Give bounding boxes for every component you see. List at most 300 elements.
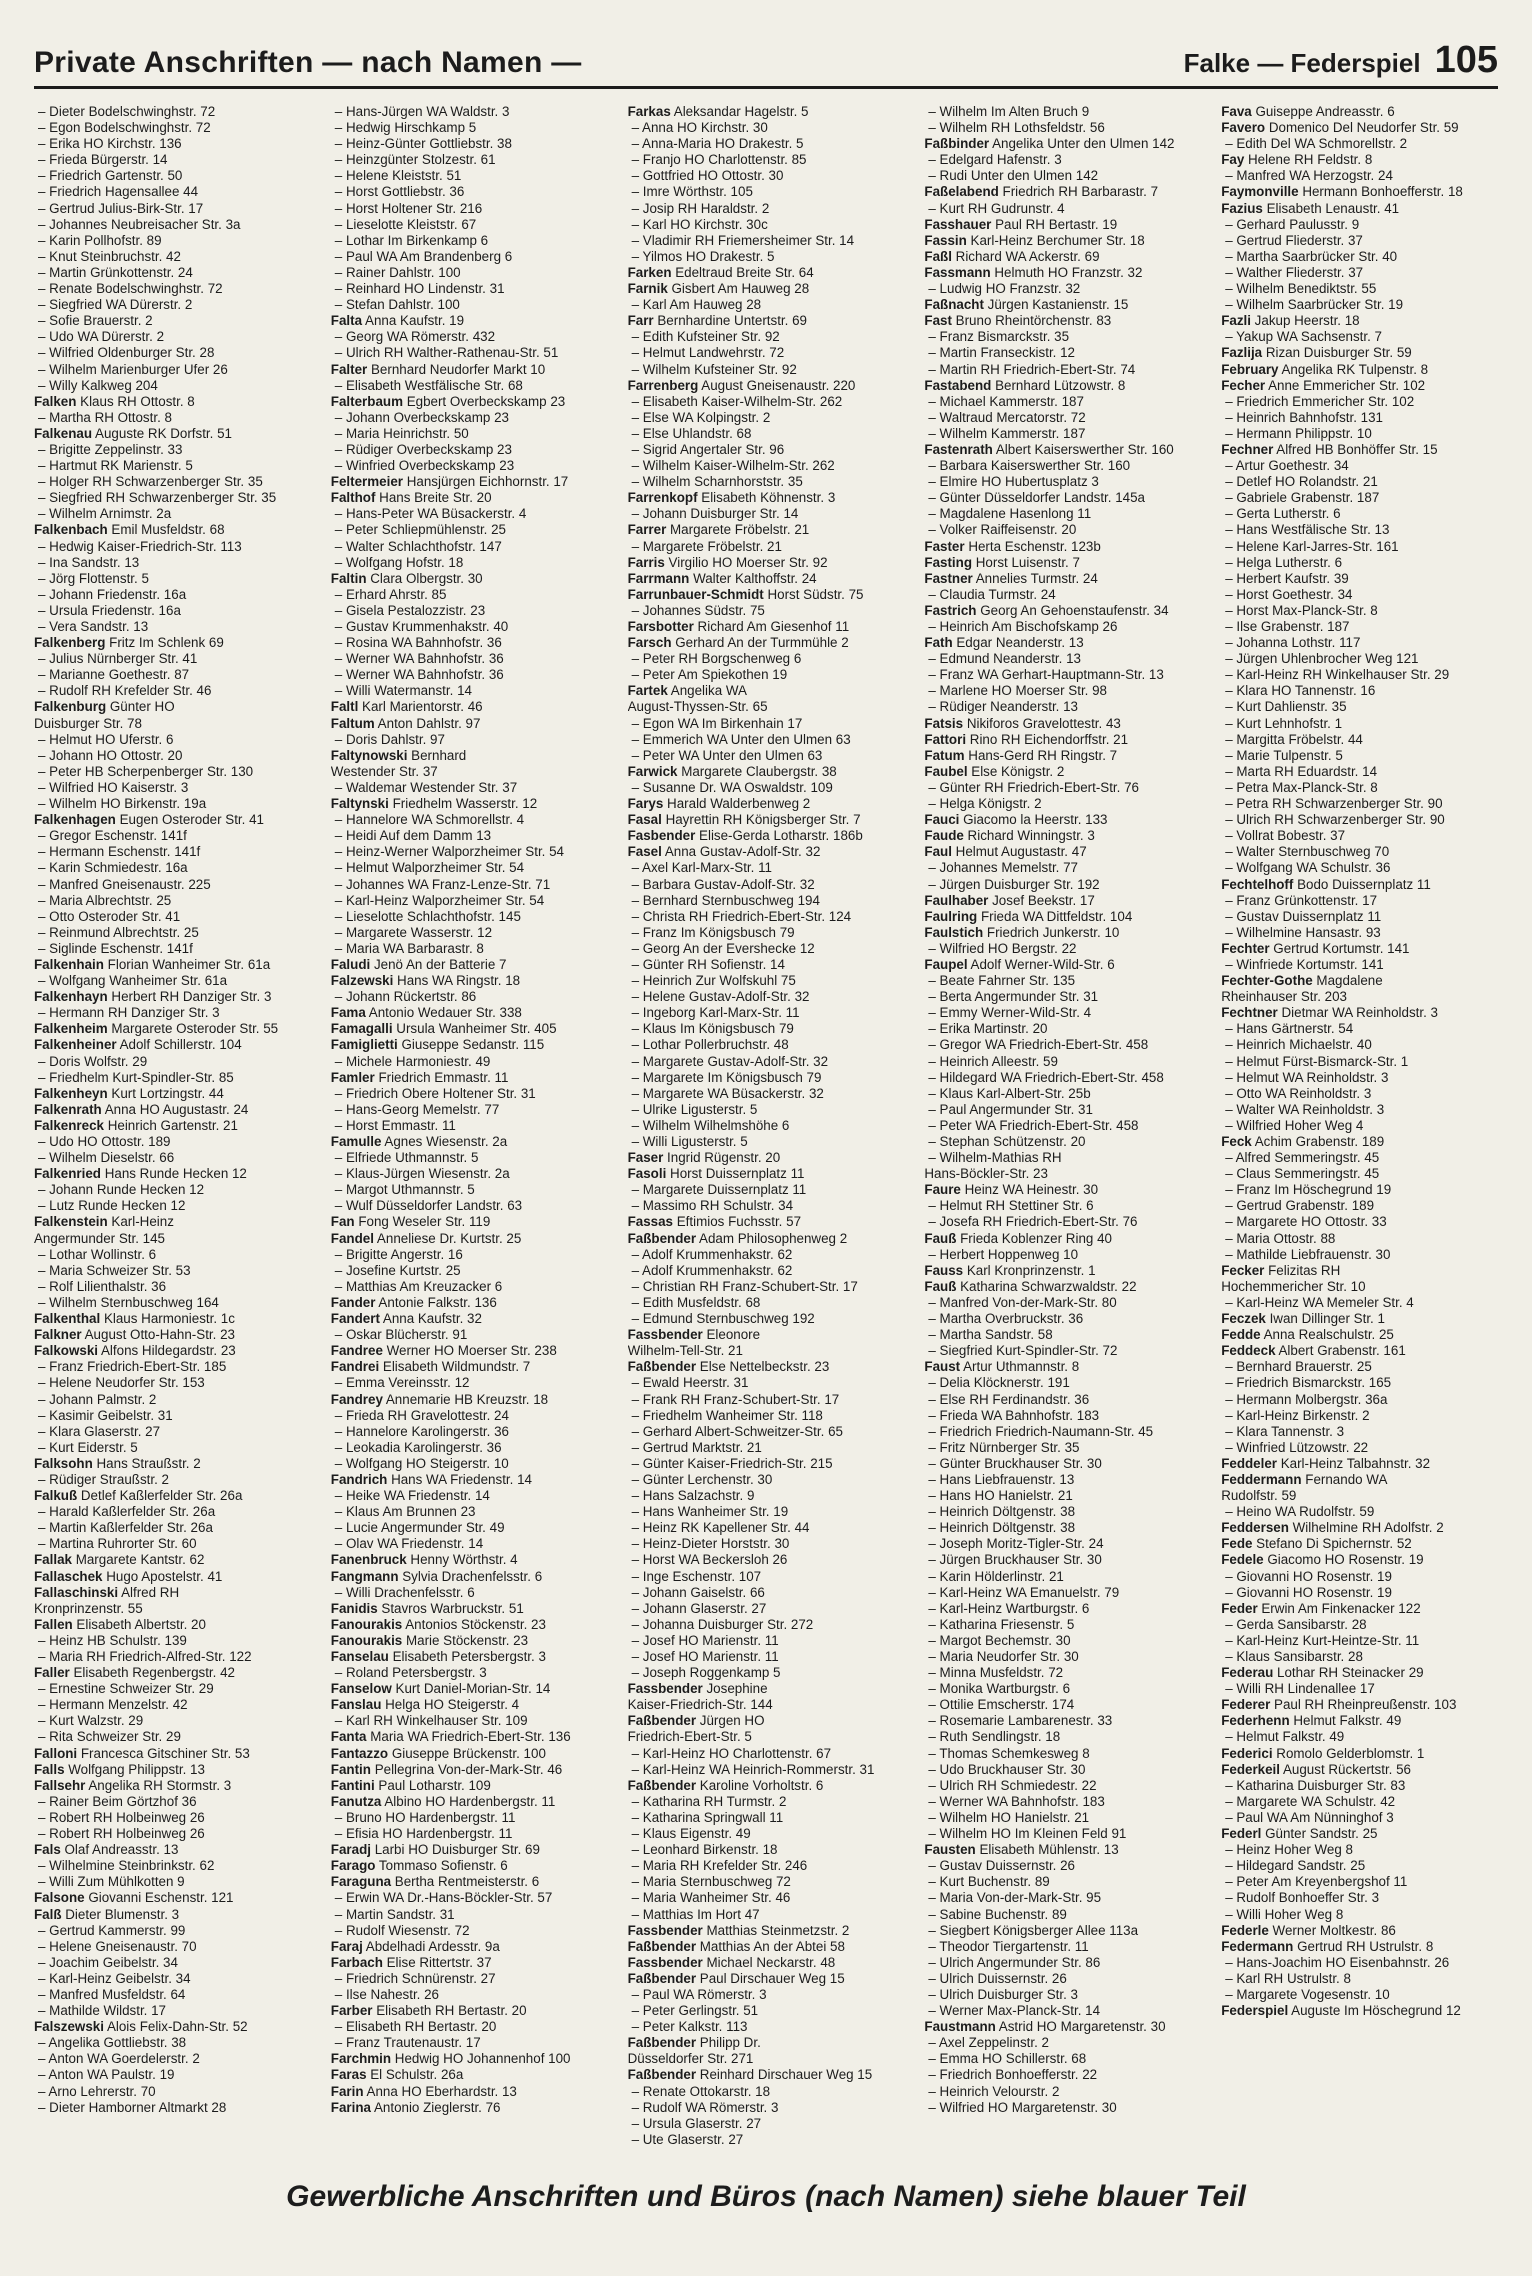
directory-entry: – Maria Wanheimer Str. 46 (631, 1890, 791, 1906)
directory-entry: – Else Uhlandstr. 68 (631, 425, 752, 441)
directory-entry: – Katharina Friesenstr. 5 (928, 1616, 1075, 1632)
directory-entry: Fasoli Horst Duissernplatz 11 (627, 1166, 805, 1182)
surname: Feddersen (1221, 1520, 1289, 1536)
directory-entry: Famagalli Ursula Wanheimer Str. 405 (330, 1021, 557, 1037)
directory-column-2 (331, 104, 608, 2160)
directory-entry: – Friedrich Bismarckstr. 165 (1225, 1375, 1392, 1391)
directory-entry: – Wolfgang WA Schulstr. 36 (1225, 860, 1391, 876)
directory-entry: – Stefan Dahlstr. 100 (334, 297, 460, 313)
surname: Fanselow (330, 1681, 392, 1697)
directory-entry: – Axel Karl-Marx-Str. 11 (631, 860, 772, 876)
directory-entry: – Peter WA Friedrich-Ebert-Str. 458 (928, 1117, 1139, 1133)
directory-entry: – Winfried Lützowstr. 22 (1225, 1439, 1369, 1455)
directory-entry: – Edith Musfeldstr. 68 (631, 1294, 761, 1310)
directory-entry: Fasal Hayrettin RH Königsberger Str. 7 (627, 812, 861, 828)
directory-entry: Fay Helene RH Feldstr. 8 (1221, 152, 1373, 168)
surname: Falkenberg (34, 635, 106, 651)
directory-entry: – Renate Bodelschwinghstr. 72 (38, 281, 223, 297)
directory-entry: Farrenberg August Gneisenaustr. 220 (627, 377, 856, 393)
directory-entry: – Franz Im Königsbusch 79 (631, 924, 795, 940)
directory-entry: – Johanna Duisburger Str. 272 (631, 1616, 814, 1632)
directory-entry: – Roland Petersbergstr. 3 (334, 1665, 487, 1681)
directory-entry: Fattori Rino RH Eichendorffstr. 21 (924, 731, 1129, 747)
directory-entry: – Elisabeth RH Bertastr. 20 (334, 2019, 497, 2035)
surname: Famiglietti (330, 1037, 398, 1053)
surname: Faymonville (1221, 184, 1299, 200)
surname: Farrer (627, 522, 667, 538)
directory-entry: Fausten Elisabeth Mühlenstr. 13 (924, 1842, 1119, 1858)
directory-entry: Faludi Jenö An der Batterie 7 (330, 956, 507, 972)
directory-entry: – Friedrich Emmericher Str. 102 (1225, 393, 1415, 409)
directory-entry: – Jürgen Bruckhauser Str. 30 (928, 1552, 1102, 1568)
directory-entry: – Karl-Heinz Wartburgstr. 6 (928, 1600, 1090, 1616)
directory-entry: Federer Paul RH Rheinpreußenstr. 103 (1221, 1697, 1457, 1713)
directory-entry: – Johanna Lothstr. 117 (1225, 635, 1361, 651)
surname: Fay (1221, 152, 1245, 168)
directory-entry: – Michele Harmoniestr. 49 (334, 1053, 491, 1069)
directory-entry: Fedele Giacomo HO Rosenstr. 19 (1221, 1552, 1424, 1568)
directory-entry: – Lucie Angermunder Str. 49 (334, 1520, 505, 1536)
directory-entry: – Massimo RH Schulstr. 34 (631, 1198, 794, 1214)
directory-entry: – Klara Tannenstr. 3 (1225, 1423, 1345, 1439)
directory-entry: – Udo HO Ottostr. 189 (38, 1134, 171, 1149)
directory-entry: – Edith Kufsteiner Str. 92 (631, 329, 780, 345)
surname: Federspiel (1221, 2003, 1289, 2019)
directory-entry: – Anton WA Paulstr. 19 (38, 2067, 175, 2083)
surname: Falthof (330, 490, 376, 506)
directory-entry: Fassbender Eleonore (627, 1327, 761, 1343)
directory-entry: – Herbert Hoppenweg 10 (928, 1246, 1079, 1262)
directory-entry: Falkenberg Fritz Im Schlenk 69 (34, 635, 224, 651)
surname: Farago (330, 1858, 376, 1874)
directory-entry: Farwick Margarete Claubergstr. 38 (627, 763, 837, 779)
directory-entry: – Heinz HB Schulstr. 139 (38, 1632, 187, 1648)
directory-entry: – Karin Hölderlinstr. 21 (928, 1568, 1064, 1584)
directory-entry: – Yilmos HO Drakestr. 5 (631, 248, 775, 264)
directory-entry: Feddeler Karl-Heinz Talbahnstr. 32 (1221, 1455, 1431, 1471)
directory-entry: – Peter Kalkstr. 113 (631, 2019, 748, 2035)
directory-entry: – Werner Max-Planck-Str. 14 (928, 2003, 1101, 2019)
surname: Faure (924, 1182, 961, 1198)
surname: Faltynowski (330, 747, 408, 763)
directory-entry: Faßbender Reinhard Dirschauer Weg 15 (627, 2067, 873, 2083)
directory-entry: – Günter RH Friedrich-Ebert-Str. 76 (928, 779, 1139, 795)
directory-entry: – Georg WA Römerstr. 432 (334, 329, 496, 345)
directory-entry: Fassbender Matthias Steinmetzstr. 2 (627, 1922, 850, 1938)
directory-entry: Falta Anna Kaufstr. 19 (330, 313, 465, 329)
surname: Fantazzo (330, 1745, 389, 1761)
directory-entry: – Wilhelm Kaiser-Wilhelm-Str. 262 (631, 458, 835, 474)
surname: Falta (330, 313, 363, 329)
surname: Falkenheyn (34, 1085, 108, 1101)
surname: Fan (330, 1214, 355, 1230)
directory-entry: Falkner August Otto-Hahn-Str. 23 (34, 1327, 235, 1343)
directory-entry: – Axel Zeppelinstr. 2 (928, 2035, 1049, 2051)
directory-entry: Fanutza Albino HO Hardenbergstr. 11 (330, 1793, 556, 1809)
directory-entry: – Gerta Lutherstr. 6 (1225, 506, 1341, 522)
directory-entry: – Brigitte Zeppelinstr. 33 (38, 441, 183, 457)
directory-entry: Falkuß Detlef Kaßlerfelder Str. 26a (34, 1488, 243, 1504)
directory-entry: – Bernhard Sternbuschweg 194 (631, 892, 820, 908)
directory-entry: – Hans Salzachstr. 9 (631, 1488, 755, 1504)
directory-entry: – Maria RH Krefelder Str. 246 (631, 1858, 808, 1874)
directory-entry: – Ludwig HO Franzstr. 32 (928, 281, 1081, 297)
directory-entry: – Manfred Gneisenaustr. 225 (38, 876, 211, 892)
directory-entry: Farrmann Walter Kalthoffstr. 24 (627, 570, 817, 586)
directory-entry: – Frieda Bürgerstr. 14 (38, 152, 168, 168)
surname: Faradj (330, 1842, 371, 1858)
directory-entry: – Rudolf WA Römerstr. 3 (631, 2099, 779, 2115)
surname: Falkenau (34, 425, 93, 441)
directory-entry: Westender Str. 37 (330, 763, 438, 779)
directory-entry: Faltynski Friedhelm Wasserstr. 12 (330, 796, 538, 812)
directory-entry: – Emmy Werner-Wild-Str. 4 (928, 1005, 1092, 1021)
directory-column-3 (628, 104, 905, 2160)
surname: Fallaschinski (34, 1584, 119, 1600)
surname: Fandert (330, 1311, 380, 1327)
surname: Faßbender (627, 1777, 697, 1793)
directory-entry: Faul Helmut Augustastr. 47 (924, 844, 1087, 860)
directory-entry: – Gustav Duissernplatz 11 (1225, 908, 1382, 924)
directory-entry: – Heinrich Zur Wolfskuhl 75 (631, 973, 796, 989)
directory-entry: – Kurt Eiderstr. 5 (38, 1439, 138, 1455)
directory-entry: – Peter WA Unter den Ulmen 63 (631, 747, 823, 763)
directory-entry: – Brigitte Angerstr. 16 (334, 1246, 463, 1262)
directory-entry: Fama Antonio Wedauer Str. 338 (330, 1005, 522, 1021)
directory-entry: Farys Harald Walderbenweg 2 (627, 796, 811, 812)
directory-entry: – Johann Overbeckskamp 23 (334, 409, 509, 425)
directory-entry: – Jürgen Duisburger Str. 192 (928, 876, 1100, 892)
directory-entry: – Kurt RH Gudrunstr. 4 (928, 200, 1065, 216)
directory-entry: – Walter Schlachthofstr. 147 (334, 538, 502, 554)
directory-entry: Faubel Else Königstr. 2 (924, 763, 1065, 779)
directory-entry: – Gerhard Albert-Schweitzer-Str. 65 (631, 1423, 843, 1439)
directory-entry: – Gustav Krummenhakstr. 40 (334, 619, 509, 634)
directory-entry: – Franz Bismarckstr. 35 (928, 329, 1070, 345)
directory-entry: – Walter Sternbuschweg 70 (1225, 844, 1390, 860)
directory-entry: – Willi RH Lindenallee 17 (1225, 1681, 1375, 1697)
directory-entry: – Heinz Hoher Weg 8 (1225, 1842, 1353, 1858)
directory-entry: – Hannelore Karolingerstr. 36 (334, 1423, 509, 1439)
directory-entry: – Friedrich Bonhoefferstr. 22 (928, 2067, 1098, 2083)
directory-entry: – Rita Schweizer Str. 29 (38, 1729, 181, 1745)
directory-entry: Düsseldorfer Str. 271 (627, 2051, 754, 2067)
directory-entry: – Margarete HO Ottostr. 33 (1225, 1214, 1387, 1230)
directory-entry: – Emma Vereinsstr. 12 (334, 1375, 470, 1391)
directory-entry: – Wilhelm Dieselstr. 66 (38, 1150, 175, 1166)
directory-entry: Farsch Gerhard An der Turmmühle 2 (627, 635, 849, 651)
directory-entry: Fanselau Elisabeth Petersbergstr. 3 (330, 1649, 546, 1664)
directory-entry: Faude Richard Winningstr. 3 (924, 828, 1095, 844)
directory-entry: – Jürgen Uhlenbrocher Weg 121 (1225, 651, 1419, 667)
directory-entry: – Hartmut RK Marienstr. 5 (38, 458, 193, 474)
directory-entry: Federl Günter Sandstr. 25 (1221, 1826, 1378, 1842)
directory-entry: Fechner Alfred HB Bonhöffer Str. 15 (1221, 441, 1438, 457)
surname: Faßbender (627, 1230, 697, 1246)
directory-entry: – Mathilde Wildstr. 17 (38, 2003, 167, 2019)
directory-entry: – Christian RH Franz-Schubert-Str. 17 (631, 1278, 858, 1294)
directory-entry: – Ulrich RH Schwarzenberger Str. 90 (1225, 812, 1445, 828)
directory-entry: – Vera Sandstr. 13 (38, 619, 149, 634)
directory-entry: – Friedrich Hagensallee 44 (38, 184, 199, 200)
directory-entry: Falkenreck Heinrich Gartenstr. 21 (34, 1117, 238, 1133)
surname: Feder (1221, 1600, 1258, 1616)
directory-entry: Fasting Horst Luisenstr. 7 (924, 554, 1080, 570)
directory-entry: – Ute Glaserstr. 27 (631, 2131, 744, 2147)
directory-entry: – Willi Zum Mühlkotten 9 (38, 1874, 185, 1890)
directory-entry: Federkeil August Rückertstr. 56 (1221, 1761, 1411, 1777)
directory-entry: – Werner WA Bahnhofstr. 183 (928, 1793, 1105, 1809)
surname: Fastabend (924, 377, 992, 393)
surname: Federkeil (1221, 1761, 1280, 1777)
directory-entry: – Vladimir RH Friemersheimer Str. 14 (631, 232, 855, 248)
directory-entry: – Martin Kaßlerfelder Str. 26a (38, 1520, 213, 1536)
directory-entry: Faure Heinz WA Heinestr. 30 (924, 1182, 1099, 1198)
directory-entry: – Johann Duisburger Str. 14 (631, 506, 799, 522)
directory-entry: – Martin Franseckistr. 12 (928, 345, 1075, 361)
surname: Fanslau (330, 1697, 382, 1713)
surname: Fander (330, 1294, 376, 1310)
directory-entry: – Kasimir Geibelstr. 31 (38, 1407, 173, 1423)
directory-entry: Falkowski Alfons Hildegardstr. 23 (34, 1343, 236, 1359)
directory-entry: – Sofie Brauerstr. 2 (38, 313, 153, 329)
directory-entry: – Kurt Walzstr. 29 (38, 1713, 144, 1729)
directory-entry: – Horst Goethestr. 34 (1225, 586, 1353, 602)
directory-entry: – Ulrike Ligusterstr. 5 (631, 1101, 758, 1117)
directory-entry: – Johann Rückertstr. 86 (334, 989, 477, 1005)
directory-entry: – Helmut RH Stettiner Str. 6 (928, 1198, 1094, 1214)
surname: Farrunbauer-Schmidt (627, 586, 764, 602)
directory-entry: Fanidis Stavros Warbruckstr. 51 (330, 1600, 524, 1616)
directory-entry: – Heike WA Friedenstr. 14 (334, 1488, 490, 1504)
directory-entry: – Franz WA Gerhart-Hauptmann-Str. 13 (928, 667, 1164, 683)
directory-entry: Fastner Annelies Turmstr. 24 (924, 570, 1098, 586)
directory-entry: – Helmut Landwehrstr. 72 (631, 345, 785, 361)
directory-entry: Fallak Margarete Kantstr. 62 (34, 1552, 205, 1568)
directory-entry: – Günter Düsseldorfer Landstr. 145a (928, 490, 1146, 506)
directory-entry: – Kurt Dahlienstr. 35 (1225, 699, 1347, 715)
directory-entry: Faulring Frieda WA Dittfeldstr. 104 (924, 908, 1133, 924)
surname: Fandel (330, 1230, 374, 1246)
directory-entry: – Maria WA Barbarastr. 8 (334, 940, 484, 956)
surname: Faraj (330, 1938, 363, 1954)
directory-entry: Fauci Giacomo la Heerstr. 133 (924, 812, 1108, 828)
directory-entry: – Friedrich Gartenstr. 50 (38, 168, 183, 184)
directory-entry: Fechter Gertrud Kortumstr. 141 (1221, 940, 1410, 956)
directory-entry: – Susanne Dr. WA Oswaldstr. 109 (631, 779, 833, 795)
directory-entry: – Georg An der Eversheckе 12 (631, 940, 815, 956)
directory-entry: – Edith Del WA Schmorellstr. 2 (1225, 136, 1408, 152)
directory-entry: – Siglinde Eschenstr. 141f (38, 940, 193, 956)
directory-entry: – Friedrich Schnürenstr. 27 (334, 1970, 496, 1986)
directory-entry: – Karl-Heinz WA Heinrich-Rommerstr. 31 (631, 1761, 875, 1777)
directory-entry: Federmann Gertrud RH Ustrulstr. 8 (1221, 1938, 1434, 1954)
directory-entry: – Anna HO Kirchstr. 30 (631, 120, 768, 136)
directory-entry: – Heinrich Döltgenstr. 38 (928, 1520, 1076, 1536)
directory-entry: Faßbender Philipp Dr. (627, 2035, 761, 2051)
surname: Fazius (1221, 200, 1263, 216)
directory-entry: Famiglietti Giuseppe Sedanstr. 115 (330, 1037, 545, 1053)
directory-entry: – Magdalene Hasenlong 11 (928, 506, 1092, 522)
directory-entry: February Angelika RK Tulpenstr. 8 (1221, 361, 1429, 377)
directory-entry: – Margot Bechemstr. 30 (928, 1632, 1071, 1648)
directory-entry: – Siegfried Kurt-Spindler-Str. 72 (928, 1343, 1118, 1359)
directory-entry: Falkenrath Anna HO Augustastr. 24 (34, 1101, 249, 1117)
directory-entry: Federhenn Helmut Falkstr. 49 (1221, 1713, 1402, 1729)
directory-entry: Farchmin Hedwig HO Johannenhof 100 (330, 2051, 571, 2067)
directory-entry: – Edmund Sternbuschweg 192 (631, 1311, 815, 1327)
directory-entry: – Lothar Wollinstr. 6 (38, 1246, 157, 1262)
directory-entry: – Dieter Hamborner Altmarkt 28 (38, 2099, 227, 2115)
directory-entry: – Ulrich Angermunder Str. 86 (928, 1954, 1101, 1970)
surname: Fantini (330, 1777, 375, 1793)
directory-entry: – Josefa RH Friedrich-Ebert-Str. 76 (928, 1214, 1138, 1230)
directory-entry: Faser Ingrid Rügenstr. 20 (627, 1150, 781, 1166)
directory-entry: – Ewald Heerstr. 31 (631, 1375, 749, 1391)
directory-entry: – Waltraud Mercatorstr. 72 (928, 409, 1086, 425)
directory-entry: – Karl-Heinz RH Winkelhauser Str. 29 (1225, 667, 1450, 683)
directory-entry: Fechter-Gothe Magdalene (1221, 973, 1383, 989)
surname: Falls (34, 1761, 65, 1777)
directory-entry: – Gerhard Paulusstr. 9 (1225, 216, 1360, 232)
directory-entry: – Hans-Georg Memelstr. 77 (334, 1101, 500, 1117)
directory-column-1 (34, 104, 311, 2160)
directory-entry: Faltum Anton Dahlstr. 97 (330, 715, 481, 731)
surname: Fasoli (627, 1166, 667, 1182)
directory-entry: – Walter WA Reinholdstr. 3 (1225, 1101, 1385, 1117)
surname: Fauss (924, 1262, 964, 1278)
directory-entry: – Johann Runde Hecken 12 (38, 1182, 205, 1198)
directory-entry: Fals Olaf Andreasstr. 13 (34, 1842, 179, 1858)
directory-entry: – Sabine Buchenstr. 89 (928, 1906, 1067, 1922)
surname: Federer (1221, 1697, 1271, 1713)
surname: Federhenn (1221, 1713, 1290, 1729)
directory-entry: – Martha Sandstr. 58 (928, 1327, 1053, 1343)
directory-entry: – Inge Eschenstr. 107 (631, 1568, 762, 1584)
directory-entry: – Karl-Heinz WA Memeler Str. 4 (1225, 1294, 1414, 1310)
directory-entry: – Alfred Semmeringstr. 45 (1225, 1150, 1380, 1166)
directory-entry: – Gertrud Grabenstr. 189 (1225, 1198, 1375, 1214)
directory-entry: – Gustav Duissernstr. 26 (928, 1858, 1076, 1874)
surname: Fecher (1221, 377, 1266, 393)
directory-entry: Fast Bruno Rheintörchenstr. 83 (924, 313, 1112, 329)
directory-entry: – Manfred Von-der-Mark-Str. 80 (928, 1294, 1117, 1310)
directory-entry: Faßbender Adam Philosophenweg 2 (627, 1230, 848, 1246)
directory-entry: Fecher Anne Emmericher Str. 102 (1221, 377, 1426, 393)
directory-entry: Friedrich-Ebert-Str. 5 (627, 1729, 752, 1745)
directory-entry: Fassmann Helmuth HO Franzstr. 32 (924, 264, 1143, 280)
directory-entry: – Heinrich Döltgenstr. 38 (928, 1504, 1076, 1520)
directory-entry: Falß Dieter Blumenstr. 3 (34, 1906, 180, 1922)
directory-entry: Fallaschek Hugo Apostelstr. 41 (34, 1568, 223, 1584)
directory-entry: Faßbender Karoline Vorholtstr. 6 (627, 1777, 824, 1793)
directory-entry: Favero Domenico Del Neudorfer Str. 59 (1221, 120, 1459, 136)
surname: Farris (627, 554, 665, 570)
directory-entry: – Lutz Runde Hecken 12 (38, 1198, 186, 1214)
directory-entry: – Johann Palmstr. 2 (38, 1391, 157, 1407)
directory-entry: – Karl-Heinz Walporzheimer Str. 54 (334, 892, 545, 908)
directory-entry: Falkenhain Florian Wanheimer Str. 61a (34, 956, 271, 972)
surname: Feddeck (1221, 1343, 1276, 1359)
directory-entry: Faradj Larbi HO Duisburger Str. 69 (330, 1842, 540, 1858)
directory-entry: Farrunbauer-Schmidt Horst Südstr. 75 (627, 586, 864, 602)
directory-entry: Fallaschinski Alfred RH (34, 1584, 180, 1600)
surname: Fasting (924, 554, 973, 570)
directory-entry: Angermunder Str. 145 (34, 1230, 166, 1246)
directory-entry: – Josefine Kurtstr. 25 (334, 1262, 461, 1278)
directory-entry: – Ulrich Duisburger Str. 3 (928, 1986, 1078, 2002)
directory-entry: Faras El Schulstr. 26a (330, 2067, 464, 2083)
directory-entry: – Matthias Am Kreuzacker 6 (334, 1278, 503, 1294)
directory-entry: Faust Artur Uthmannstr. 8 (924, 1359, 1080, 1375)
directory-entry: – Helmut Falkstr. 49 (1225, 1729, 1345, 1745)
directory-entry: Duisburger Str. 78 (34, 715, 142, 731)
surname: Fast (924, 313, 952, 329)
surname: Famagalli (330, 1021, 393, 1037)
directory-entry: – Josef HO Marienstr. 11 (631, 1632, 779, 1648)
directory-entry: – Marie Tulpenstr. 5 (1225, 747, 1343, 763)
directory-entry: – Karl-Heinz HO Charlottenstr. 67 (631, 1745, 832, 1761)
directory-entry: – Wilfried Hoher Weg 4 (1225, 1117, 1364, 1133)
directory-entry: Faraguna Bertha Rentmeisterstr. 6 (330, 1874, 540, 1890)
surname: Farin (330, 2083, 364, 2099)
surname: Falkuß (34, 1488, 78, 1504)
directory-entry: – Frieda RH Gravelottestr. 24 (334, 1407, 509, 1423)
directory-entry: – Martin Sandstr. 31 (334, 1906, 455, 1922)
surname: Farrenberg (627, 377, 699, 393)
surname: Fasal (627, 812, 662, 828)
directory-entry: – Yakup WA Sachsenstr. 7 (1225, 329, 1382, 345)
surname: Feddeler (1221, 1455, 1277, 1471)
directory-entry: – Klara HO Tannenstr. 16 (1225, 683, 1376, 699)
directory-entry: Fandree Werner HO Moerser Str. 238 (330, 1343, 557, 1359)
surname: Farwick (627, 763, 678, 779)
directory-entry: – Helene Neudorfer Str. 153 (38, 1375, 205, 1391)
surname: Faßbender (627, 2067, 697, 2083)
surname: Fallen (34, 1616, 73, 1632)
section-title: Private Anschriften — nach Namen — (34, 46, 582, 79)
directory-entry: Hochemmericher Str. 10 (1221, 1278, 1366, 1294)
surname: Falkenhain (34, 956, 104, 972)
surname: Faßnacht (924, 297, 984, 313)
directory-entry: – Karl RH Winkelhauser Str. 109 (334, 1713, 528, 1729)
directory-entry: – Ulrich Duissernstr. 26 (928, 1970, 1067, 1986)
surname: Fazlija (1221, 345, 1263, 361)
surname: Fassbender (627, 1954, 703, 1970)
directory-entry: – Edmund Neanderstr. 13 (928, 651, 1081, 667)
directory-entry: – Gisela Pestalozzistr. 23 (334, 602, 486, 618)
surname: Falkenburg (34, 699, 107, 715)
directory-entry: – Wilhelmine Steinbrinkstr. 62 (38, 1858, 215, 1874)
directory-entry: – Peter Gerlingstr. 51 (631, 2003, 759, 2019)
directory-entry: – Doris Dahlstr. 97 (334, 731, 445, 747)
directory-entry: Falkenthal Klaus Harmoniestr. 1c (34, 1311, 235, 1327)
directory-entry: – Johann Glaserstr. 27 (631, 1600, 767, 1616)
directory-entry: – Hans Liebfrauenstr. 13 (928, 1471, 1075, 1487)
surname: Faser (627, 1150, 664, 1166)
directory-entry: – Wilhelm HO Hanielstr. 21 (928, 1809, 1090, 1825)
directory-entry: – Karl Am Hauweg 28 (631, 297, 762, 313)
directory-entry: – Hannelore WA Schmorellstr. 4 (334, 812, 525, 828)
directory-entry: – Günter Kaiser-Friedrich-Str. 215 (631, 1455, 833, 1471)
surname: Federl (1221, 1826, 1262, 1842)
directory-entry: Falkenburg Günter HO (34, 699, 175, 715)
directory-entry: – Berta Angermunder Str. 31 (928, 989, 1099, 1005)
directory-entry: Faupel Adolf Werner-Wild-Str. 6 (924, 956, 1115, 972)
directory-entry: – Beate Fahrner Str. 135 (928, 973, 1076, 989)
surname: Falß (34, 1906, 62, 1922)
directory-entry: – Claus Semmeringstr. 45 (1225, 1166, 1380, 1182)
